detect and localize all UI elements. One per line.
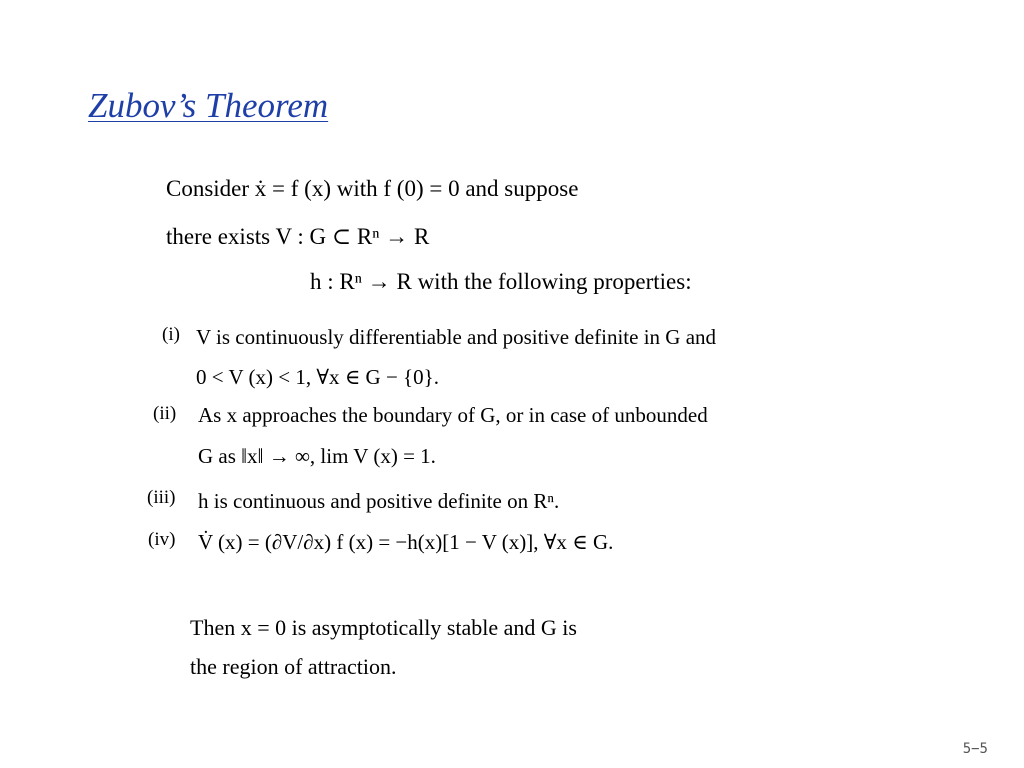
condition-text: V̇ (x) = (∂V/∂x) f (x) = −h(x)[1 − V (x)], ∀x ∈ G. xyxy=(198,530,614,554)
condition-label: (iv) xyxy=(148,529,176,550)
intro-line-3: h : Rⁿ → R with the following properties: xyxy=(310,269,692,294)
condition-text: As x approaches the boundary of G, or in case of unbounded xyxy=(198,403,708,427)
condition-label: (ii) xyxy=(153,403,177,424)
condition-text: 0 < V (x) < 1, ∀x ∈ G − {0}. xyxy=(196,365,439,389)
intro-line-1: Consider ẋ = f (x) with f (0) = 0 and suppose xyxy=(166,176,579,201)
intro-line-2: there exists V : G ⊂ Rⁿ → R xyxy=(166,224,430,249)
conclusion-line-2: the region of attraction. xyxy=(190,654,397,679)
condition-text: V is continuously differentiable and positive definite in G and xyxy=(196,325,717,349)
condition-text: h is continuous and positive definite on Rⁿ. xyxy=(198,489,560,513)
page-number: 5−5 xyxy=(962,741,988,757)
condition-label: (iii) xyxy=(147,487,176,508)
conclusion-line-1: Then x = 0 is asymptotically stable and G is xyxy=(190,615,577,640)
condition-text: G as ‖x‖ → ∞, lim V (x) = 1. xyxy=(198,444,436,468)
slide-title: Zubov’s Theorem xyxy=(88,86,329,125)
condition-label: (i) xyxy=(162,324,180,345)
